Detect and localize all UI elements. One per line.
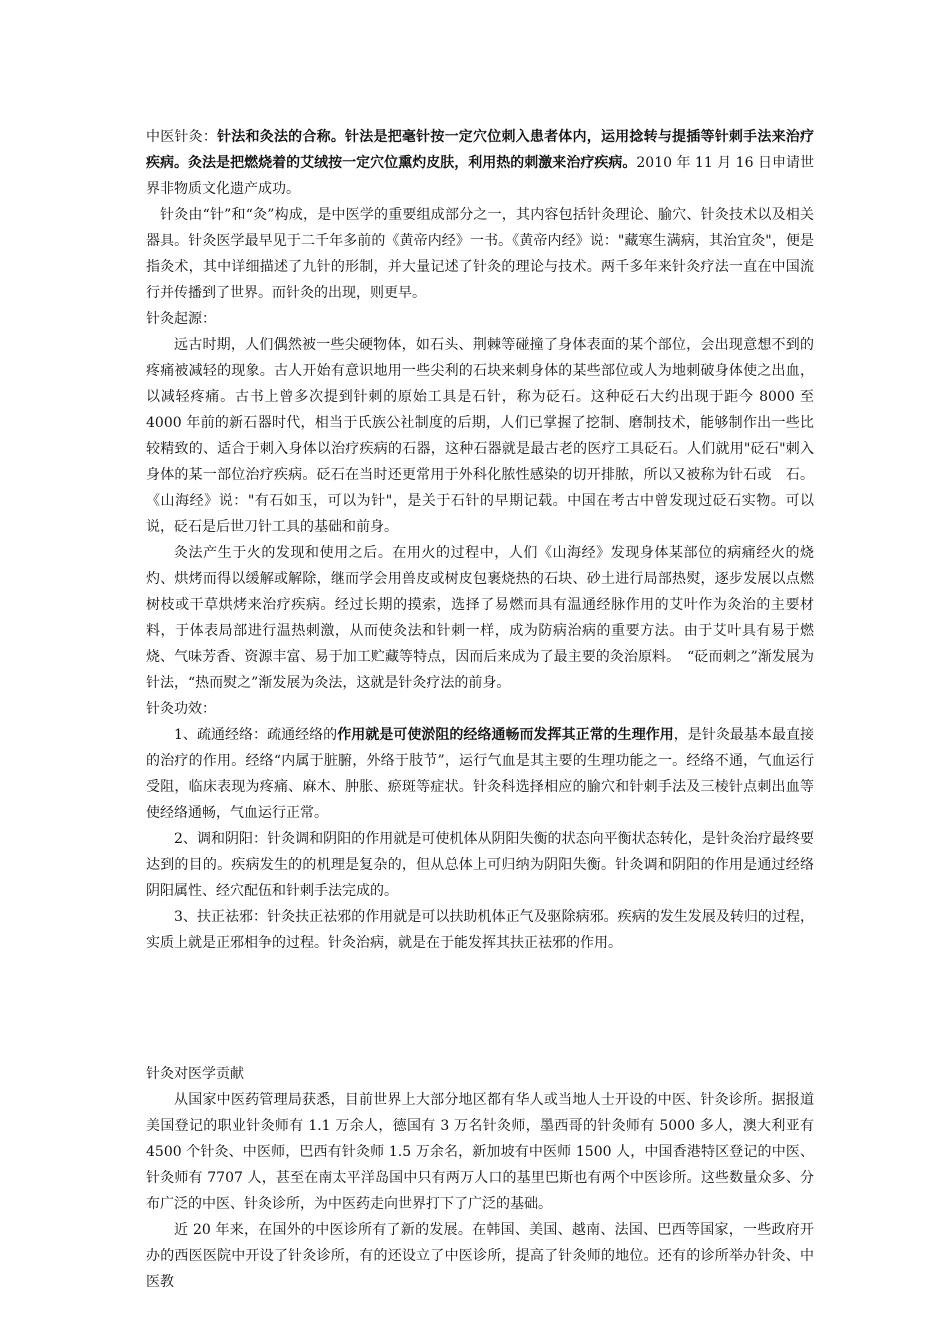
intro-heritage: 2010 年 11 月 16 日申请世界非物质文化遗产成功。 bbox=[146, 155, 814, 197]
efficacy-item-1-emphasis: 作用就是可使淤阻的经络通畅而发挥其正常的生理作用 bbox=[337, 727, 674, 743]
origin-paragraph-moxibustion: 灸法产生于火的发现和使用之后。在用火的过程中，人们《山海经》发现身体某部位的病痛经火的烧灼、烘烤而得以缓解或解除，继而学会用兽皮或树皮包裹烧热的石块、砂土进行局部热熨，逐步发展以点燃树枝或干草烘烤来治疗疾病。经过长期的摸索，选择了易燃而具有温通经脉作用的艾叶作为灸治的主要材料，于体表局部进行温热刺激，从而使灸法和针刺一样，成为防病治病的重要方法。由于艾叶具有易于燃烧、气味芳香、资源丰富、易于加工贮藏等特点，因而后来成为了最主要的灸治原料。 “砭而刺之”渐发展为针法，“热而熨之”渐发展为灸法，这就是针灸疗法的前身。 bbox=[146, 545, 814, 691]
blank-spacer bbox=[146, 956, 814, 1061]
efficacy-item-1-tail: ，是针灸最基本最直接的治疗的作用。经络“内属于脏腑，外络于肢节”，运行气血是其主要的生理功能之一。经络不通，气血运行受阻，临床表现为疼痛、麻木、肿胀、瘀斑等症状。针灸科选择相应的腧穴和针刺手法及三棱针点刺出血等使经络通畅，气血运行正常。 bbox=[146, 727, 814, 821]
contribution-paragraph-clinics: 从国家中医药管理局获悉，目前世界上大部分地区都有华人或当地人士开设的中医、针灸诊所。据报道美国登记的职业针灸师有 1.1 万余人，德国有 3 万名针灸师，墨西哥的针灸师有 5000 多人，澳大利亚有 4500 个针灸、中医师，巴西有针灸师 1.5 万余名，新加坡有中医师 1500 人，中国香港特区登记的中医、针灸师有 7707 人，甚至在南太平洋岛国中只有两万人口的基里巴斯也有两个中医诊所。这些数量众多、分布广泛的中医、针灸诊所，为中医药走向世界打下了广泛的基础。 bbox=[146, 1092, 814, 1212]
intro-lead: 中医针灸： bbox=[146, 129, 218, 145]
efficacy-item-1 bbox=[146, 722, 814, 826]
efficacy-item-2: 2、调和阴阳：针灸调和阴阳的作用就是可使机体从阴阳失衡的状态向平衡状态转化，是针灸治疗最终要达到的目的。疾病发生的的机理是复杂的，但从总体上可归纳为阴阳失衡。针灸调和阴阳的作用是通过经络阴阳属性、经穴配伍和针刺手法完成的。 bbox=[146, 831, 814, 899]
efficacy-item-1-lead: 1、疏通经络：疏通经络的 bbox=[174, 727, 338, 743]
efficacy-item-3: 3、扶正祛邪：针灸扶正祛邪的作用就是可以扶助机体正气及驱除病邪。疾病的发生发展及转归的过程，实质上就是正邪相争的过程。针灸治病，就是在于能发挥其扶正祛邪的作用。 bbox=[146, 909, 814, 951]
contribution-paragraph-development: 近 20 年来，在国外的中医诊所有了新的发展。在韩国、美国、越南、法国、巴西等国家，一些政府开办的西医医院中开设了针灸诊所，有的还设立了中医诊所，提高了针灸师的地位。还有的诊所举办针灸、中医教 bbox=[146, 1222, 814, 1290]
origin-paragraph-stone: 远古时期，人们偶然被一些尖硬物体，如石头、荆棘等碰撞了身体表面的某个部位，会出现意想不到的疼痛被减轻的现象。古人开始有意识地用一些尖利的石块来刺身体的某些部位或人为地刺破身体使之出血，以减轻疼痛。古书上曾多次提到针刺的原始工具是石针，称为砭石。这种砭石大约出现于距今 8000 至 4000 年前的新石器时代，相当于氏族公社制度的后期，人们已掌握了挖制、磨制技术，能够制作出一些比较精致的、适合于刺入身体以治疗疾病的石器，这种石器就是最古老的医疗工具砭石。人们就用"砭石"刺入身体的某一部位治疗疾病。砭石在当时还更常用于外科化脓性感染的切开排脓，所以又被称为针石或 石。《山海经》说："有石如玉，可以为针"，是关于石针的早期记载。中国在考古中曾发现过砭石实物。可以说，砭石是后世刀针工具的基础和前身。 bbox=[146, 337, 814, 535]
efficacy-heading: 针灸功效： bbox=[146, 701, 216, 717]
intro-paragraph bbox=[146, 124, 814, 202]
document-page bbox=[146, 124, 814, 1295]
contribution-heading: 针灸对医学贡献 bbox=[146, 1066, 244, 1082]
origin-heading: 针灸起源： bbox=[146, 311, 216, 327]
intro-definition: 针法和灸法的合称。针法是把毫针按一定穴位刺入患者体内，运用捻转与提插等针刺手法来治疗疾病。灸法是把燃烧着的艾绒按一定穴位熏灼皮肤，利用热的刺激来治疗疾病。 bbox=[146, 129, 815, 171]
composition-paragraph: 针灸由“针”和“灸”构成，是中医学的重要组成部分之一，其内容包括针灸理论、腧穴、针灸技术以及相关器具。针灸医学最早见于二千年多前的《黄帝内经》一书。《黄帝内经》说："藏寒生满病，其治宜灸"，便是指灸术，其中详细描述了九针的形制，并大量记述了针灸的理论与技术。两千多年来针灸疗法一直在中国流行并传播到了世界。而针灸的出现，则更早。 bbox=[146, 207, 814, 301]
